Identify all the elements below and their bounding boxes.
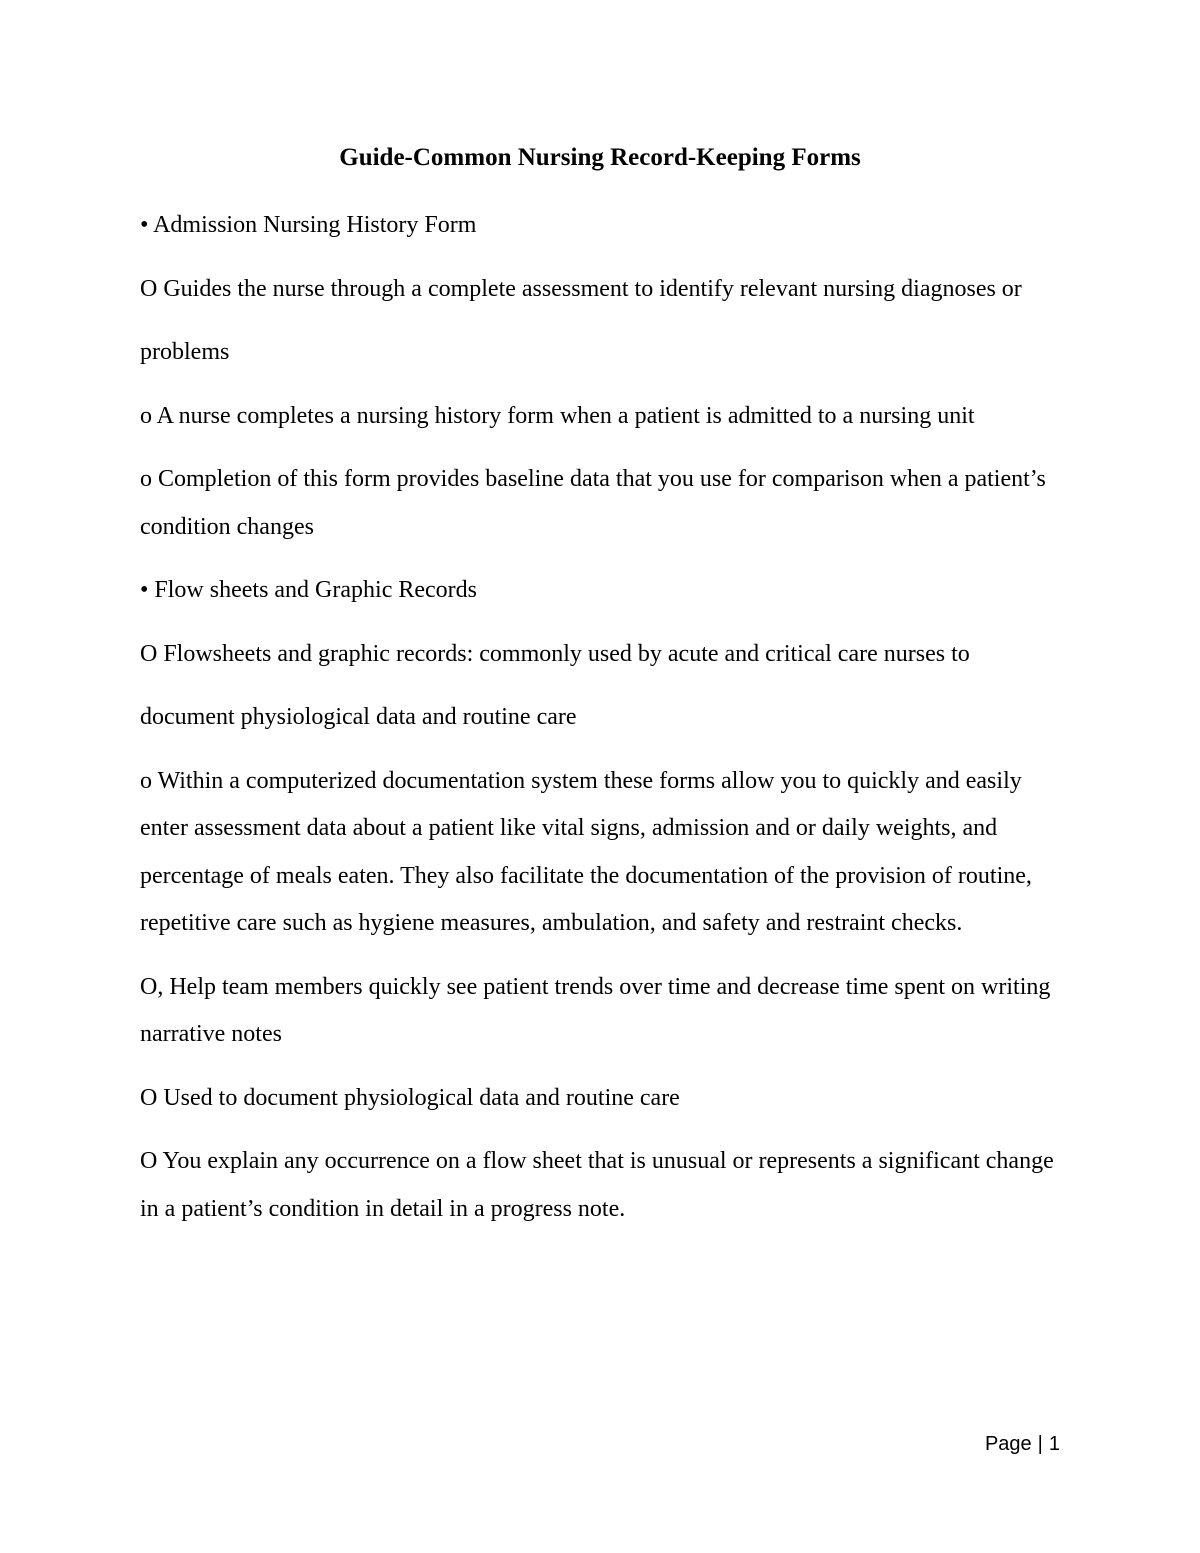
- paragraph-guides-nurse: O Guides the nurse through a complete assessment to identify relevant nursing diagnoses or: [140, 275, 1022, 302]
- page-label: Page: [984, 1433, 1032, 1455]
- paragraph-progress-note: O You explain any occurrence on a flow sheet that is unusual or represents a significant change in a patient’s condition in detail in a progress note.: [140, 1148, 1054, 1222]
- paragraph-problems: problems: [140, 339, 230, 365]
- page-separator: |: [1037, 1433, 1043, 1455]
- paragraph-history-form: o A nurse completes a nursing history form when a patient is admitted to a nursing unit: [140, 402, 975, 429]
- paragraph-routine-care: O Used to document physiological data and routine care: [140, 1084, 680, 1111]
- paragraph-patient-trends: O, Help team members quickly see patient trends over time and decrease time spent on writing narrative notes: [140, 973, 1051, 1047]
- document-body: [140, 202, 1070, 1249]
- bullet-admission-form: • Admission Nursing History Form: [140, 212, 477, 238]
- page-footer: [985, 1430, 1060, 1458]
- paragraph-document-data: document physiological data and routine care: [140, 704, 577, 730]
- paragraph-baseline-data: o Completion of this form provides baseline data that you use for comparison when a patient’s condition changes: [140, 466, 1046, 540]
- page-number: 1: [1048, 1433, 1060, 1455]
- bullet-flow-sheets: • Flow sheets and Graphic Records: [140, 577, 477, 603]
- paragraph-computerized-system: o Within a computerized documentation system these forms allow you to quickly and easily enter assessment data about a patient like vital signs, admission and or daily weights, and percentage of meals eaten. They also facilitate the documentation of the provision of routine, repetitive care such as hygiene measures, ambulation, and safety and restraint checks.: [140, 767, 1032, 936]
- paragraph-flowsheets-used: O Flowsheets and graphic records: commonly used by acute and critical care nurses to: [140, 640, 970, 667]
- document-title: Guide-Common Nursing Record-Keeping Forms: [339, 144, 861, 171]
